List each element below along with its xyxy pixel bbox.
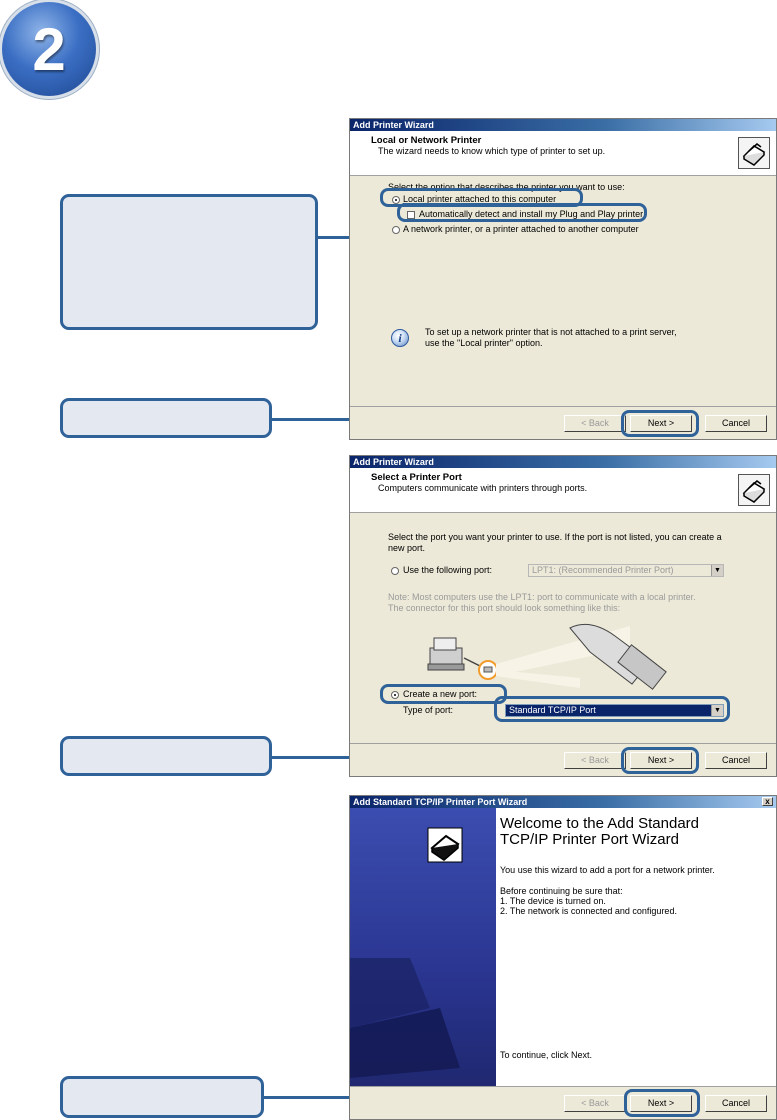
cancel-button[interactable]: Cancel: [705, 752, 767, 769]
info-text-line-1: To set up a network printer that is not attached to a print server,: [425, 327, 677, 337]
printer-icon: [738, 474, 770, 506]
wizard-side-banner: [350, 808, 496, 1086]
port-prompt-line-2: new port.: [388, 543, 426, 553]
wizard-header: [350, 468, 776, 513]
wizard-subheading: Computers communicate with printers through ports.: [378, 483, 588, 493]
back-button[interactable]: < Back: [564, 752, 626, 769]
add-printer-wizard-dialog-1: [349, 118, 777, 440]
use-following-port-label[interactable]: Use the following port:: [403, 565, 493, 575]
type-of-port-select-value: Standard TCP/IP Port: [509, 705, 596, 715]
back-button[interactable]: < Back: [564, 1095, 626, 1112]
highlight-next-button: [624, 1089, 700, 1117]
tcpip-port-wizard-dialog: [349, 795, 777, 1120]
callout-box-next-2: [60, 736, 272, 776]
back-button[interactable]: < Back: [564, 415, 626, 432]
callout-box-next-1: [60, 398, 272, 438]
highlight-next-button: [621, 747, 699, 774]
button-bar: [350, 406, 776, 439]
network-printer-radio[interactable]: [392, 226, 400, 234]
next-button[interactable]: Next >: [630, 415, 692, 432]
dialog-titlebar: Add Printer Wizard: [350, 456, 776, 468]
create-new-port-label[interactable]: Create a new port:: [403, 689, 478, 699]
highlight-type-of-port: [494, 696, 730, 722]
printer-icon: [738, 137, 770, 169]
wizard-heading: Select a Printer Port: [371, 472, 462, 483]
port-note-line-2: The connector for this port should look something like this:: [388, 603, 621, 613]
port-note-line-1: Note: Most computers use the LPT1: port to communicate with a local printer.: [388, 592, 696, 602]
port-select-value: LPT1: (Recommended Printer Port): [532, 565, 674, 575]
callout-box-next-3: [60, 1076, 264, 1118]
highlight-next-button: [621, 410, 699, 437]
use-following-port-radio[interactable]: [391, 567, 399, 575]
wizard-header: [350, 131, 776, 176]
next-button[interactable]: Next >: [630, 1095, 692, 1112]
wizard-subheading: The wizard needs to know which type of printer to set up.: [378, 146, 606, 156]
highlight-create-new-port: [380, 684, 507, 704]
continue-instruction: To continue, click Next.: [500, 1050, 593, 1060]
button-bar: [350, 1086, 776, 1119]
add-printer-wizard-dialog-2: [349, 455, 777, 777]
welcome-title-line-1: Welcome to the Add Standard: [500, 815, 700, 832]
highlight-autodetect: [397, 203, 647, 222]
type-of-port-label: Type of port:: [403, 705, 454, 715]
checklist-item-1: 1. The device is turned on.: [500, 896, 606, 906]
local-printer-label[interactable]: Local printer attached to this computer: [403, 194, 557, 204]
port-prompt-line-1: Select the port you want your printer to use. If the port is not listed, you can create a: [388, 532, 722, 542]
next-button[interactable]: Next >: [630, 752, 692, 769]
wizard-heading: Local or Network Printer: [371, 135, 482, 146]
checklist-item-2: 2. The network is connected and configured.: [500, 906, 677, 916]
callout-box-printer-type: [60, 194, 318, 330]
printer-banner-icon: [350, 808, 496, 1088]
network-printer-label[interactable]: A network printer, or a printer attached to another computer: [403, 224, 639, 234]
autodetect-label[interactable]: Automatically detect and install my Plug and Play printer: [419, 209, 644, 219]
close-icon[interactable]: x: [762, 797, 773, 806]
cancel-button[interactable]: Cancel: [705, 415, 767, 432]
chevron-down-icon: ▼: [711, 705, 723, 716]
dialog-titlebar: Add Printer Wizard: [350, 119, 776, 131]
printer-type-prompt: Select the option that describes the printer you want to use:: [388, 182, 625, 192]
button-bar: [350, 743, 776, 776]
printer-illustration-icon: [428, 638, 464, 670]
step-number-badge: 2: [2, 2, 96, 96]
chevron-down-icon: ▼: [711, 565, 723, 576]
cancel-button[interactable]: Cancel: [705, 1095, 767, 1112]
info-icon: i: [391, 329, 409, 347]
dialog-titlebar: [350, 796, 776, 808]
wizard-intro-text: You use this wizard to add a port for a network printer.: [500, 865, 715, 875]
welcome-title: [500, 816, 699, 848]
welcome-title-line-2: TCP/IP Printer Port Wizard: [500, 831, 679, 848]
dialog-title: Add Standard TCP/IP Printer Port Wizard: [353, 797, 528, 807]
before-continuing-text: Before continuing be sure that:: [500, 886, 623, 896]
port-select[interactable]: [528, 564, 724, 577]
info-text-line-2: use the "Local printer" option.: [425, 338, 543, 348]
